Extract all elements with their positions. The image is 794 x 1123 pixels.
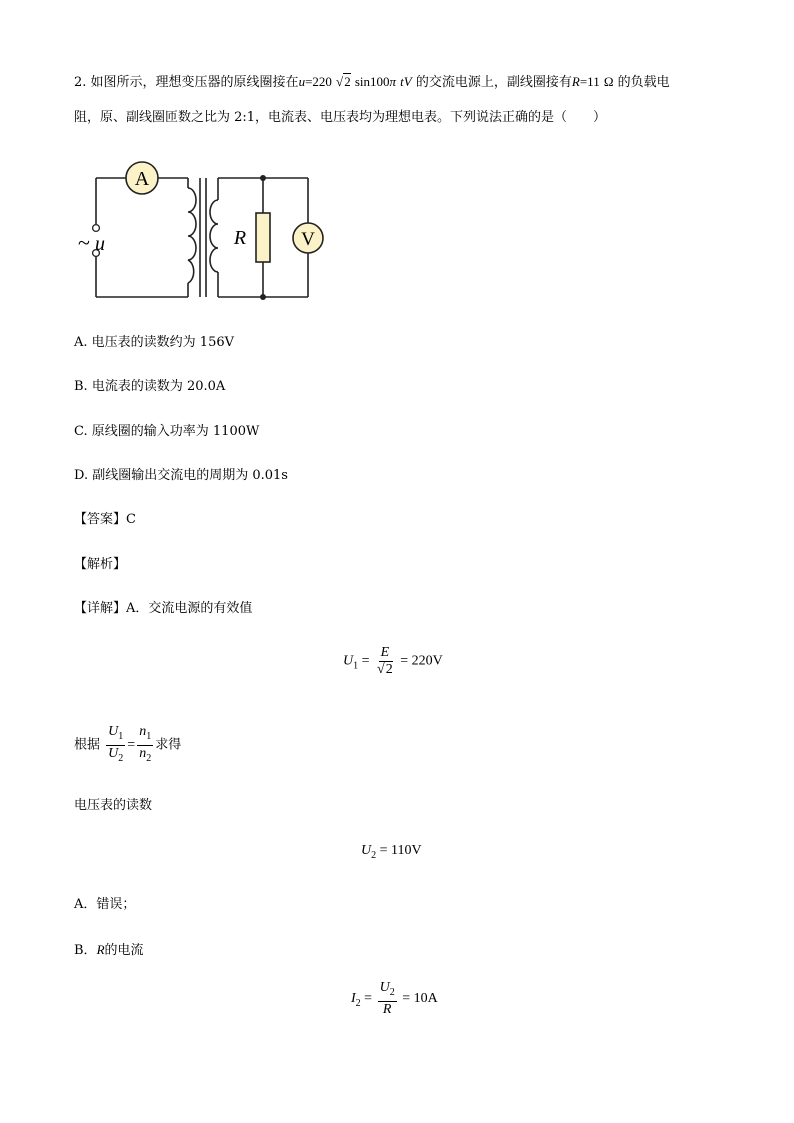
formula-R: R (571, 74, 580, 89)
ratio-according: 根据 (74, 737, 101, 753)
ratio-u1-letter: U (108, 724, 119, 739)
option-b-text: 电流表的读数为 20.0A (91, 379, 226, 394)
resistor-label: R (233, 227, 247, 249)
ratio-fraction-n (137, 724, 153, 767)
circuit-diagram (70, 160, 340, 310)
a-wrong: A．错误； (74, 897, 136, 912)
detail-line-a (74, 600, 252, 618)
ratio-n1-sub: 1 (146, 730, 152, 742)
secondary-coil (210, 200, 218, 272)
resistor (256, 213, 270, 262)
equation-2 (361, 843, 422, 861)
ratio-u1 (106, 724, 125, 746)
ratio-u2-letter: U (108, 745, 119, 761)
formula-omega: Ω (603, 74, 614, 89)
formula-eq: =220 (305, 74, 332, 89)
question-number: 2. (74, 75, 87, 90)
option-b-label: B. (74, 379, 88, 394)
junction-top (260, 175, 266, 181)
ammeter-label: A (134, 168, 150, 190)
question-line-1 (74, 73, 670, 92)
junction-bottom (260, 294, 266, 300)
option-d-text: 副线圈输出交流电的周期为 0.01s (92, 468, 288, 483)
option-a-label: A. (74, 335, 88, 350)
voltmeter-label: V (301, 229, 315, 250)
eq1-den-value: 2 (385, 662, 393, 677)
question-text-a: 如图所示，理想变压器的原线圈接在 (90, 75, 299, 90)
eq2-sub: 2 (371, 849, 377, 861)
formula-sqrt-value: 2 (344, 74, 351, 89)
primary-coil (188, 188, 196, 283)
answer (74, 511, 136, 529)
ratio-n1 (137, 724, 153, 746)
line-b (74, 941, 144, 960)
ratio-equals: = (127, 737, 136, 753)
eq1-sub: 1 (353, 660, 359, 672)
equation-1: $U_1$ = $\frac{E}{√2}$ = 220V (343, 645, 443, 677)
eq3-num-letter: U (379, 980, 390, 995)
eq1-denominator: √2 (377, 662, 393, 677)
analysis-tag: 【解析】 (74, 557, 127, 572)
eq1-numerator: E (380, 645, 390, 660)
eq3-fraction (378, 980, 397, 1018)
option-a-text: 电压表的读数约为 156V (91, 335, 235, 350)
terminal-top (93, 225, 100, 232)
formula-pi: π (389, 74, 397, 89)
source-tilde: ~ (78, 230, 90, 255)
line-b-pre: B． (74, 943, 97, 958)
answer-value: C (126, 512, 136, 527)
ratio-n2 (137, 746, 153, 767)
option-d-label: D. (74, 468, 89, 483)
eq1-lhs: U (343, 653, 354, 669)
ratio-fraction-u (106, 724, 125, 767)
ratio-n1-letter: n (139, 724, 147, 739)
eq3-num-sub: 2 (389, 986, 395, 998)
ratio-u2-sub: 2 (118, 752, 124, 764)
equation-3: $I_2$ = $\frac{U_2}{R}$ = 10A (351, 980, 438, 1017)
formula-t: t (400, 74, 404, 89)
answer-tag: 【答案】 (74, 512, 127, 527)
option-d (74, 467, 288, 485)
ratio-solve: 求得 (155, 737, 182, 753)
eq3-rhs: = 10A (402, 991, 438, 1007)
formula-V: V (403, 74, 412, 89)
eq1-rhs: = 220V (400, 653, 443, 669)
ratio-line (74, 724, 181, 767)
ratio-u1-sub: 1 (118, 730, 124, 742)
question-text-c: 的负载电 (617, 75, 670, 90)
eq2-rhs: = 110V (379, 843, 422, 858)
formula-sin: sin100 (354, 74, 390, 89)
eq3-sub: 2 (355, 997, 361, 1009)
option-c (74, 423, 259, 441)
ratio-n2-letter: n (139, 745, 147, 761)
ratio-u2 (106, 746, 125, 767)
eq3-denominator: R (382, 1001, 392, 1017)
question-text-b: 的交流电源上，副线圈接有 (415, 75, 572, 90)
option-a (74, 334, 234, 352)
eq2-lhs: U (361, 843, 372, 858)
formula-R-value: =11 (579, 74, 600, 89)
voltmeter-reading-text: 电压表的读数 (74, 798, 153, 813)
source-label: u (95, 233, 105, 255)
option-c-text: 原线圈的输入功率为 1100W (91, 424, 260, 439)
eq3-lhs: I (351, 991, 356, 1007)
detail-line-a-text: A．交流电源的有效值 (126, 601, 253, 616)
line-b-post: 的电流 (104, 943, 144, 958)
eq3-numerator (378, 980, 397, 1002)
option-b (74, 378, 225, 396)
question-line-2: 阻，原、副线圈匝数之比为 2:1，电流表、电压表均为理想电表。下列说法正确的是（ ） (74, 110, 607, 125)
line-b-R: R (96, 942, 105, 957)
eq1-fraction (375, 645, 395, 678)
option-c-label: C. (74, 424, 88, 439)
formula-u: u (298, 74, 306, 89)
ratio-n2-sub: 2 (146, 752, 152, 764)
detail-tag: 【详解】 (74, 601, 127, 616)
formula-sqrt: √2 (336, 74, 351, 89)
